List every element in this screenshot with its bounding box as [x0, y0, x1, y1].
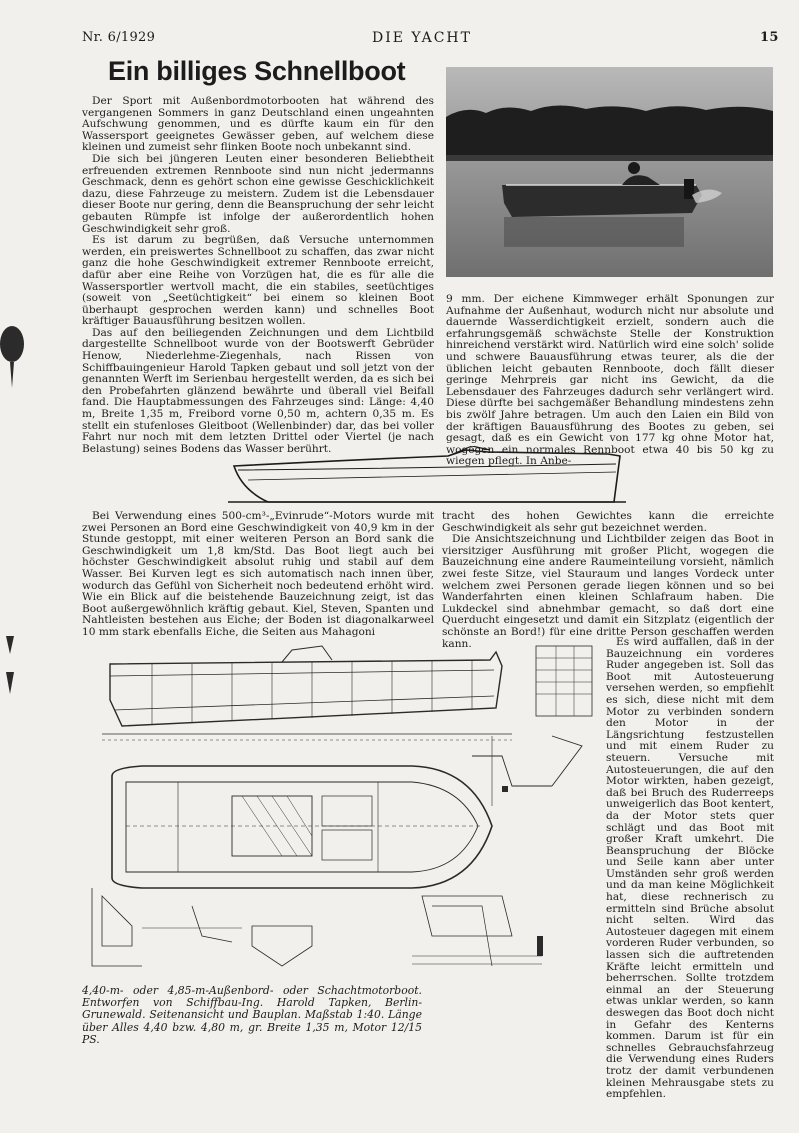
column-1: [82, 96, 434, 455]
paragraph: 9 mm. Der eichene Kimmweger erhält Sponungen zur Aufnahme der Außenhaut, wodurch nicht nur absolute und dauernde Wasserdichtigkeit erzielt, sondern auch die erfahrungsgemäß schwächste Stelle der Konstruktion hinreichend verstärkt wird. Natürlich wird eine solch' solide und schwere Bauausführung etwas teurer, als die der üblichen leicht gebauten Rennboote, doch fällt dieser geringe Mehrpreis gar nicht ins Gewicht, da die Lebensdauer des Fahrzeuges dadurch sehr verlängert wird. Diese dürfte bei sachgemäßer Behandlung mindestens zehn bis zwölf Jahre betragen. Um auch den Laien ein Bild von der kräftigen Bauausführung des Bootes zu geben, sei gesagt, daß es ein Gewicht von 177 kg ohne Motor hat, wogegen ein normales Rennboot etwa 40 bis 50 kg zu wiegen pflegt. In Anbe-: [446, 293, 774, 468]
column-4: [442, 511, 774, 650]
paragraph: Die sich bei jüngeren Leuten einer besonderen Beliebtheit erfreuenden extremen Rennboote sind nun nicht jedermanns Geschmack, denn es gehört schon eine gewisse Geschicklichkeit dazu, diese Fahrzeuge zu meistern. Zudem ist die Lebensdauer dieser Boote nur gering, denn die Beanspruchung der sehr leicht gebauten Rümpfe ist infolge der außerordentlich hohen Geschwindigkeit sehr groß.: [82, 152, 434, 235]
boat-photograph: [446, 67, 773, 277]
paragraph: tracht des hohen Gewichtes kann die erreichte Geschwindigkeit als sehr gut bezeichnet werden.: [442, 510, 774, 534]
paragraph: Bei Verwendung eines 500-cm³-„Evinrude“-Motors wurde mit zwei Personen an Bord eine Geschwindigkeit von 40,9 km in der Stunde gestoppt, mit einer weiteren Person an Bord sank die Geschwindigkeit um 1,8 km/Std. Das Boot liegt auch bei höchster Geschwindigkeit absolut ruhig und stabil auf dem Wasser. Bei Kurven legt es sich automatisch nach innen über, wodurch das Gefühl von Sicherheit noch bedeutend erhöht wird. Wie ein Blick auf die beistehende Bauzeichnung zeigt, ist das Boot außergewöhnlich kräftig gebaut. Kiel, Steven, Spanten und Nahtleisten bestehen aus Eiche; der Boden ist diagonalkarweel 10 mm stark ebenfalls Eiche, die Seiten aus Mahagoni: [82, 510, 434, 638]
paragraph: Die Ansichtszeichnung und Lichtbilder zeigen das Boot in viersitziger Ausführung mit großer Plicht, wogegen die Bauzeichnung eine andere Raumeinteilung vorsieht, nämlich zwei feste Sitze, viel Stauraum und langes Vordeck unter welchem zwei Personen gerade liegen können und so bei Wanderfahrten einen kleinen Schlafraum haben. Die Lukdeckel sind abnehmbar gemacht, so daß dort eine Querducht eingesetzt und damit ein Sitzplatz (eigentlich der schönste an Bord!) für eine dritte Person geschaffen werden kann.: [442, 533, 774, 650]
binding-hole-mark: [0, 320, 28, 390]
page-number: 15: [760, 30, 779, 45]
side-elevation-drawing: [228, 446, 626, 506]
column-3: [82, 511, 434, 639]
paragraph: Es ist darum zu begrüßen, daß Versuche unternommen werden, ein preiswertes Schnellboot zu schaffen, das zwar nicht ganz die hohe Geschwindigkeit extremer Rennboote erreicht, dafür aber eine Reihe von Vorzügen hat, die es für alle die Wassersportler wertvoll macht, die ein stabiles, seetüchtiges (soweit von „Seetüchtigkeit“ bei einem so kleinen Boot überhaupt gesprochen werden kann) und schnelles Boot kräftiger Bauausführung besitzen wollen.: [82, 234, 434, 328]
paragraph: Der Sport mit Außenbordmotorbooten hat während des vergangenen Sommers in ganz Deutschland einen ungeahnten Aufschwung genommen, und es dürfte kaum ein für den Wassersport geeignetes Gewässer geben, auf welchem diese kleinen und zumeist sehr flinken Boote noch unbekannt sind.: [82, 95, 434, 154]
magazine-title: DIE YACHT: [372, 30, 472, 46]
column-5: [606, 637, 774, 1101]
construction-plan-drawing: [82, 636, 602, 982]
paragraph: Es wird auffallen, daß in der Bauzeichnung ein vorderes Ruder angegeben ist. Soll das Boot mit Autosteuerung versehen werden, so empfiehlt es sich, diese nicht mit dem Motor zu verbinden sondern den Motor in der Längsrichtung festzustellen und mit einem Ruder zu steuern. Versuche mit Autosteuerungen, die auf den Motor wirkten, haben gezeigt, daß bei Bruch des Ruderreeps unweigerlich das Boot kentert, da der Motor stets quer schlägt und das Boot mit großer Kraft umkehrt. Die Beanspruchung der Blöcke und Seile kann aber unter Umständen sehr groß werden und da man keine Möglichkeit hat, diese rechnerisch zu ermitteln sind Brüche absolut nicht selten. Wird das Autosteuer dagegen mit einem vorderen Ruder verbunden, so lassen sich die auftretenden Kräfte leicht ermitteln und beherrschen. Sollte trotzdem einmal an der Steuerung etwas unklar werden, so kann deswegen das Boot doch nicht in Gefahr des Kenterns kommen. Darum ist für ein schnelles Gebrauchsfahrzeug die Verwendung eines Ruders trotz der damit verbundenen kleinen Mehrausgabe stets zu empfehlen.: [606, 636, 774, 1101]
article-title: Ein billiges Schnellboot: [108, 56, 406, 86]
issue-number: Nr. 6/1929: [82, 30, 156, 45]
column-2: [446, 294, 774, 468]
binding-hole-mark: [0, 632, 22, 696]
boat-photo-image: [446, 67, 773, 277]
paragraph: Das auf den beiliegenden Zeichnungen und dem Lichtbild dargestellte Schnellboot wurde von der Bootswerft Gebrüder Henow, Niederlehme-Ziegenhals, nach Rissen von Schiffbauingenieur Harold Tapken gebaut und soll jetzt von der genannten Werft im Serienbau hergestellt werden, da es sich bei den Probefahrten glänzend bewährte und überall viel Beifall fand. Die Hauptabmessungen des Fahrzeuges sind: Länge: 4,40 m, Breite 1,35 m, Freibord vorne 0,50 m, achtern 0,35 m. Es stellt ein stufenloses Gleitboot (Wellenbinder) dar, das bei voller Fahrt nur noch mit dem letzten Drittel oder Viertel (je nach Belastung) seines Bodens das Wasser berührt.: [82, 326, 434, 455]
figure-caption: 4,40-m- oder 4,85-m-Außenbord- oder Schachtmotorboot. Entworfen von Schiffbau-Ing. Harold Tapken, Berlin-Grunewald. Seitenansicht und Bauplan. Maßstab 1:40. Länge über Alles 4,40 bzw. 4,80 m, gr. Breite 1,35 m, Motor 12/15 PS.: [82, 984, 422, 1046]
